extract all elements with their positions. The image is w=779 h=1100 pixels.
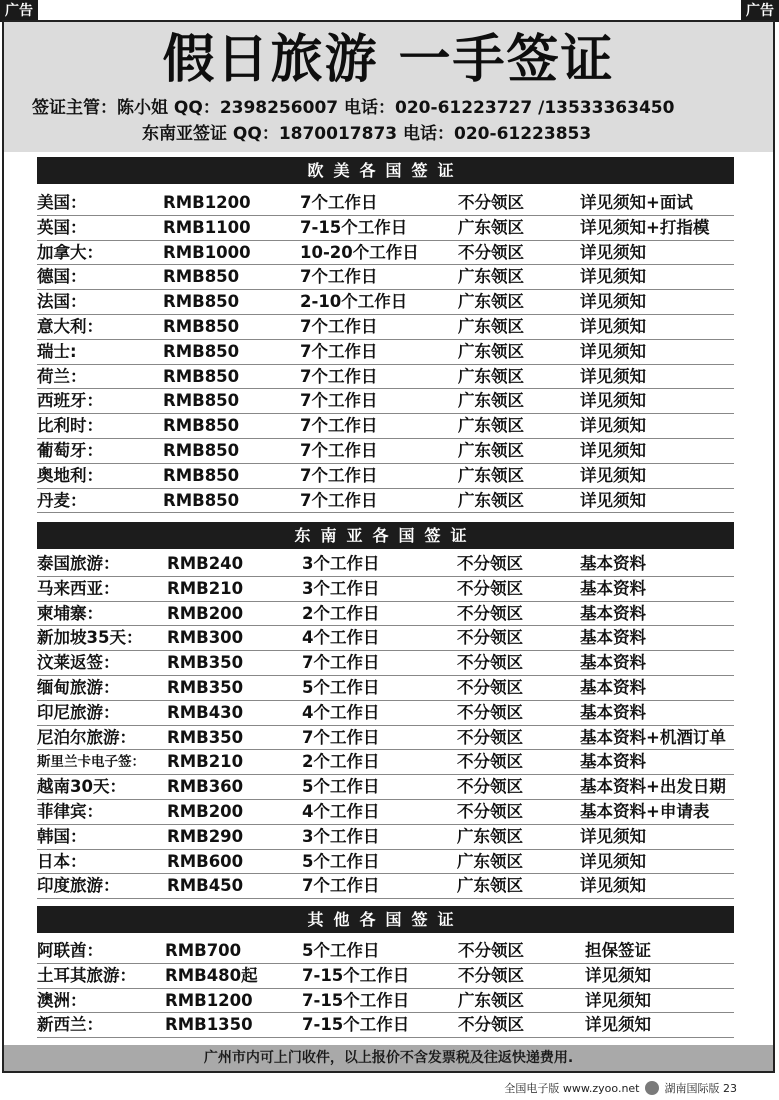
cell-processing-time: 3个工作日 [302, 826, 380, 846]
cell-country: 丹麦： [37, 490, 87, 510]
page-number: 23 [723, 1082, 737, 1095]
cell-processing-time: 5个工作日 [302, 941, 380, 960]
cell-price: RMB200 [167, 801, 244, 821]
table-row [37, 414, 734, 439]
cell-country: 荷兰： [37, 366, 87, 386]
cell-consular-district: 广东领区 [458, 416, 524, 436]
cell-consular-district: 广东领区 [457, 826, 523, 846]
cell-price: RMB350 [167, 653, 244, 673]
cell-price: RMB1000 [163, 242, 251, 262]
cell-country: 英国： [37, 217, 87, 237]
cell-price: RMB430 [167, 702, 244, 722]
cell-country: 尼泊尔旅游： [37, 727, 136, 747]
header-banner [4, 22, 773, 152]
section-header-other: 其他各国签证 [37, 906, 734, 933]
table-row [37, 874, 734, 899]
cell-price: RMB1100 [163, 217, 251, 237]
cell-price: RMB850 [163, 465, 240, 485]
table-row [37, 464, 734, 489]
cell-consular-district: 不分领区 [457, 727, 523, 747]
visa-table-other [37, 939, 734, 1038]
cell-consular-district: 不分领区 [457, 653, 523, 673]
cell-consular-district: 广东领区 [458, 316, 524, 336]
table-row [37, 676, 734, 701]
cell-country: 阿联酋： [37, 941, 103, 960]
cell-country: 法国： [37, 292, 87, 312]
cell-country: 泰国旅游： [37, 554, 120, 573]
cell-requirements: 详见须知 [580, 267, 646, 287]
table-row [37, 651, 734, 676]
cell-processing-time: 7个工作日 [302, 727, 380, 747]
cell-consular-district: 不分领区 [457, 677, 523, 697]
table-row [37, 800, 734, 825]
cell-country: 德国： [37, 267, 87, 287]
cell-requirements: 详见须知 [580, 465, 646, 485]
cell-country: 澳洲： [37, 990, 87, 1010]
table-row [37, 602, 734, 627]
cell-processing-time: 7个工作日 [300, 416, 378, 436]
cell-processing-time: 7-15个工作日 [300, 217, 408, 237]
cell-consular-district: 不分领区 [457, 554, 523, 573]
cell-country: 柬埔寨： [37, 603, 103, 623]
cell-country: 瑞士: [37, 341, 77, 361]
cell-processing-time: 7个工作日 [300, 391, 378, 411]
table-row [37, 825, 734, 850]
cell-price: RMB850 [163, 440, 240, 460]
cell-country: 美国： [37, 193, 87, 212]
cell-consular-district: 广东领区 [458, 465, 524, 485]
cell-processing-time: 7个工作日 [302, 653, 380, 673]
table-row [37, 290, 734, 315]
cell-requirements: 基本资料 [580, 578, 646, 598]
cell-requirements: 详见须知 [580, 366, 646, 386]
cell-requirements: 详见须知 [580, 490, 646, 510]
cell-processing-time: 7个工作日 [300, 490, 378, 510]
cell-requirements: 基本资料 [580, 603, 646, 623]
cell-processing-time: 10-20个工作日 [300, 242, 419, 262]
ad-label-left: 广告 [0, 0, 38, 22]
cell-requirements: 详见须知 [580, 440, 646, 460]
table-row [37, 552, 734, 577]
cell-requirements: 详见须知 [580, 242, 646, 262]
cell-processing-time: 5个工作日 [302, 851, 380, 871]
cell-consular-district: 广东领区 [458, 990, 524, 1010]
cell-price: RMB1200 [163, 193, 251, 212]
cell-country: 印尼旅游： [37, 702, 120, 722]
cell-country: 缅甸旅游： [37, 677, 120, 697]
cell-country: 马来西亚： [37, 578, 120, 598]
page-title: 假日旅游 一手签证 [162, 30, 615, 90]
cell-processing-time: 7个工作日 [300, 193, 378, 212]
cell-processing-time: 5个工作日 [302, 777, 380, 797]
cell-consular-district: 广东领区 [457, 876, 523, 896]
cell-requirements: 基本资料+出发日期 [580, 777, 726, 797]
table-row [37, 340, 734, 365]
cell-price: RMB240 [167, 554, 244, 573]
cell-processing-time: 4个工作日 [302, 628, 380, 648]
cell-processing-time: 2个工作日 [302, 752, 380, 772]
cell-country: 汶莱返签： [37, 653, 120, 673]
cell-consular-district: 广东领区 [458, 366, 524, 386]
cell-processing-time: 7-15个工作日 [302, 1015, 410, 1035]
cell-country: 印度旅游： [37, 876, 120, 896]
cell-price: RMB850 [163, 267, 240, 287]
cell-processing-time: 7个工作日 [300, 316, 378, 336]
cell-price: RMB700 [165, 941, 242, 960]
cell-price: RMB850 [163, 416, 240, 436]
table-row [37, 489, 734, 514]
cell-price: RMB1200 [165, 990, 253, 1010]
table-row [37, 315, 734, 340]
cell-processing-time: 7个工作日 [300, 267, 378, 287]
cell-country: 比利时： [37, 416, 103, 436]
cell-processing-time: 3个工作日 [302, 554, 380, 573]
cell-consular-district: 不分领区 [457, 801, 523, 821]
cell-price: RMB850 [163, 341, 240, 361]
cell-price: RMB600 [167, 851, 244, 871]
cell-consular-district: 不分领区 [458, 1015, 524, 1035]
cell-processing-time: 7-15个工作日 [302, 965, 410, 985]
footer-note: 广州市内可上门收件，以上报价不含发票税及往返快递费用. [4, 1045, 773, 1071]
cell-price: RMB1350 [165, 1015, 253, 1035]
cell-price: RMB350 [167, 727, 244, 747]
table-row [37, 726, 734, 751]
cell-consular-district: 广东领区 [458, 341, 524, 361]
cell-price: RMB450 [167, 876, 244, 896]
cell-country: 加拿大： [37, 242, 103, 262]
table-row [37, 439, 734, 464]
cell-country: 土耳其旅游： [37, 965, 136, 985]
cell-consular-district: 不分领区 [457, 777, 523, 797]
cell-country: 日本： [37, 851, 87, 871]
table-row [37, 701, 734, 726]
edition-text: 湖南国际版 [664, 1082, 720, 1095]
cell-requirements: 基本资料 [580, 554, 646, 573]
cell-requirements: 基本资料 [580, 677, 646, 697]
visa-table-europe-america [37, 191, 734, 513]
cell-processing-time: 4个工作日 [302, 702, 380, 722]
table-row [37, 265, 734, 290]
cell-requirements: 详见须知+打指模 [580, 217, 710, 237]
cell-consular-district: 广东领区 [458, 490, 524, 510]
cell-consular-district: 广东领区 [458, 292, 524, 312]
cell-processing-time: 3个工作日 [302, 578, 380, 598]
cell-requirements: 担保签证 [585, 941, 651, 960]
cell-processing-time: 4个工作日 [302, 801, 380, 821]
cell-requirements: 详见须知 [585, 1015, 651, 1035]
table-row [37, 989, 734, 1014]
cell-requirements: 基本资料 [580, 628, 646, 648]
section-header-southeast-asia: 东南亚各国签证 [37, 522, 734, 549]
cell-consular-district: 不分领区 [457, 603, 523, 623]
cell-price: RMB850 [163, 366, 240, 386]
table-row [37, 939, 734, 964]
ad-label-right: 广告 [741, 0, 779, 22]
contact-line-primary: 签证主管：陈小姐 QQ：2398256007 电话：020-61223727 /13533363450 [32, 98, 675, 118]
cell-requirements: 详见须知 [580, 341, 646, 361]
cell-consular-district: 不分领区 [458, 242, 524, 262]
cell-price: RMB480起 [165, 965, 258, 985]
cell-consular-district: 不分领区 [457, 752, 523, 772]
cell-requirements: 基本资料 [580, 653, 646, 673]
cell-price: RMB290 [167, 826, 244, 846]
cell-country: 菲律宾： [37, 801, 103, 821]
cell-processing-time: 7个工作日 [300, 465, 378, 485]
cell-consular-district: 广东领区 [458, 440, 524, 460]
cell-consular-district: 不分领区 [458, 965, 524, 985]
table-row [37, 389, 734, 414]
table-row [37, 577, 734, 602]
cell-processing-time: 7个工作日 [300, 366, 378, 386]
cell-processing-time: 5个工作日 [302, 677, 380, 697]
cell-consular-district: 不分领区 [458, 941, 524, 960]
cell-price: RMB300 [167, 628, 244, 648]
table-row [37, 850, 734, 875]
table-row [37, 216, 734, 241]
cell-country: 西班牙： [37, 391, 103, 411]
cell-requirements: 详见须知 [580, 416, 646, 436]
table-row [37, 964, 734, 989]
section-header-europe-america: 欧美各国签证 [37, 157, 734, 184]
cell-requirements: 详见须知+面试 [580, 193, 693, 212]
table-row [37, 241, 734, 266]
cell-requirements: 详见须知 [580, 292, 646, 312]
cell-consular-district: 不分领区 [457, 702, 523, 722]
cell-requirements: 基本资料 [580, 752, 646, 772]
table-row [37, 626, 734, 651]
cell-country: 奥地利： [37, 465, 103, 485]
table-row [37, 365, 734, 390]
cell-price: RMB210 [167, 578, 244, 598]
cell-processing-time: 7个工作日 [300, 440, 378, 460]
cell-consular-district: 广东领区 [458, 217, 524, 237]
cell-requirements: 详见须知 [585, 965, 651, 985]
cell-requirements: 基本资料 [580, 702, 646, 722]
cell-consular-district: 广东领区 [457, 851, 523, 871]
cell-requirements: 详见须知 [580, 851, 646, 871]
cell-country: 新西兰： [37, 1015, 103, 1035]
contact-line-southeast-asia: 东南亚签证 QQ：1870017873 电话：020-61223853 [142, 124, 592, 144]
cell-price: RMB850 [163, 316, 240, 336]
site-text: 全国电子版 www.zyoo.net [504, 1082, 640, 1095]
page-footer [504, 1080, 737, 1096]
cell-country: 意大利： [37, 316, 103, 336]
cell-price: RMB850 [163, 292, 240, 312]
cell-requirements: 详见须知 [580, 391, 646, 411]
cell-price: RMB350 [167, 677, 244, 697]
cell-country: 越南30天： [37, 777, 126, 797]
cell-processing-time: 7-15个工作日 [302, 990, 410, 1010]
cell-price: RMB200 [167, 603, 244, 623]
cell-consular-district: 广东领区 [458, 267, 524, 287]
cell-consular-district: 广东领区 [458, 391, 524, 411]
cell-requirements: 详见须知 [585, 990, 651, 1010]
cell-processing-time: 2个工作日 [302, 603, 380, 623]
table-row [37, 775, 734, 800]
cell-processing-time: 7个工作日 [300, 341, 378, 361]
cell-price: RMB360 [167, 777, 244, 797]
cell-country: 韩国： [37, 826, 87, 846]
cell-processing-time: 2-10个工作日 [300, 292, 408, 312]
table-row [37, 191, 734, 216]
cell-price: RMB210 [167, 752, 244, 772]
cell-country: 斯里兰卡电子签： [37, 754, 145, 771]
cell-consular-district: 不分领区 [457, 578, 523, 598]
cell-country: 葡萄牙： [37, 440, 103, 460]
cell-price: RMB850 [163, 391, 240, 411]
cell-requirements: 详见须知 [580, 316, 646, 336]
visa-table-southeast-asia [37, 552, 734, 899]
table-row [37, 750, 734, 775]
cell-requirements: 基本资料+申请表 [580, 801, 710, 821]
cell-processing-time: 7个工作日 [302, 876, 380, 896]
table-row [37, 1013, 734, 1038]
cell-consular-district: 不分领区 [457, 628, 523, 648]
cell-consular-district: 不分领区 [458, 193, 524, 212]
cell-requirements: 基本资料+机酒订单 [580, 727, 726, 747]
publication-logo-icon [645, 1081, 659, 1095]
cell-requirements: 详见须知 [580, 826, 646, 846]
cell-country: 新加坡35天： [37, 628, 143, 648]
cell-requirements: 详见须知 [580, 876, 646, 896]
cell-price: RMB850 [163, 490, 240, 510]
